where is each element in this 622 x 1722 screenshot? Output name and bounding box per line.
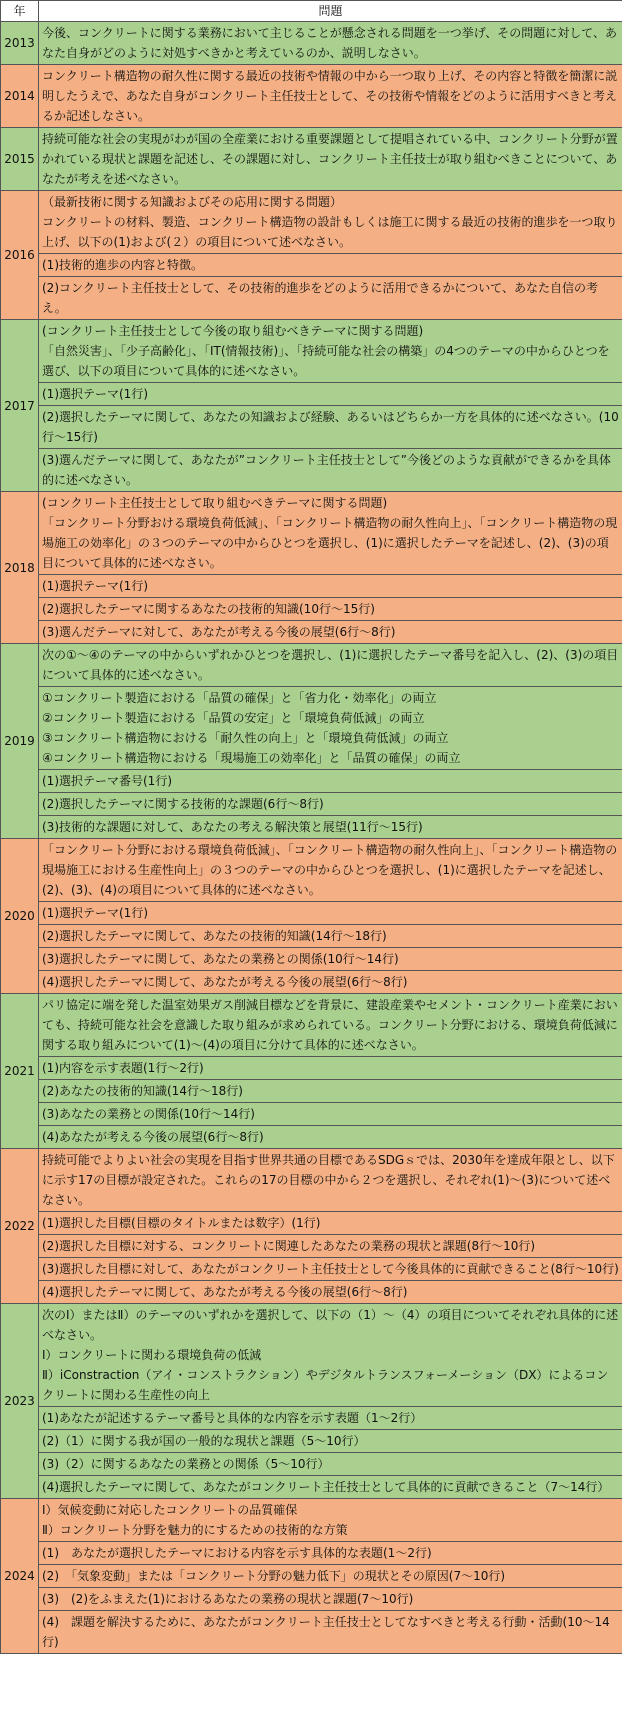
question-item-cell: (1)選択テーマ(1行) [39, 383, 622, 406]
table-row [1, 687, 622, 770]
question-item-cell: (3)選択したテーマに関して、あなたの業務との関係(10行～14行) [39, 948, 622, 971]
table-row [1, 839, 622, 902]
question-column-header: 問題 [39, 1, 622, 22]
question-item-cell: (1)選択した目標(目標のタイトルまたは数字）(1行) [39, 1212, 622, 1235]
table-row [1, 902, 622, 925]
question-item-cell: (4)選択したテーマに関して、あなたがコンクリート主任技士として具体的に貢献できること（7～14行） [39, 1476, 622, 1499]
question-text-cell: 次のⅠ）またはⅡ）のテーマのいずれかを選択して、以下の（1）～（4）の項目についてそれぞれ具体的に述べなさい。 Ⅰ）コンクリートに関わる環境負荷の低減 Ⅱ）iConstraction（アイ・コンストラクション）やデジタルトランスフォーメーション（DX）によるコンクリートに関わる生産性の向上 [39, 1304, 622, 1407]
question-item-cell: (4) 課題を解決するために、あなたがコンクリート主任技士としてなすべきと考える行動・活動(10～14行) [39, 1611, 622, 1654]
question-item-cell: (3)あなたの業務との関係(10行～14行) [39, 1103, 622, 1126]
table-row [1, 644, 622, 687]
table-row [1, 816, 622, 839]
year-cell: 2020 [1, 839, 39, 994]
table-row [1, 128, 622, 191]
table-row [1, 1103, 622, 1126]
question-item-cell: (1)技術的進歩の内容と特徴。 [39, 254, 622, 277]
table-row [1, 1542, 622, 1565]
table-row [1, 492, 622, 575]
year-cell: 2017 [1, 320, 39, 492]
question-item-cell: (2)選択したテーマに関して、あなたの知識および経験、あるいはどちらか一方を具体的に述べなさい。(10行～15行) [39, 406, 622, 449]
question-text-cell: コンクリート構造物の耐久性に関する最近の技術や情報の中から一つ取り上げ、その内容と特徴を簡潔に説明したうえで、あなた自身がコンクリート主任技士として、その技術や情報をどのように活用すべきと考えるか記述しなさい。 [39, 65, 622, 128]
table-row [1, 948, 622, 971]
year-cell: 2023 [1, 1304, 39, 1499]
question-item-cell: (2)選択したテーマに関するあなたの技術的知識(10行～15行) [39, 598, 622, 621]
question-item-cell: (4)選択したテーマに関して、あなたが考える今後の展望(6行～8行) [39, 971, 622, 994]
table-row [1, 1258, 622, 1281]
question-item-cell: (1) あなたが選択したテーマにおける内容を示す具体的な表題(1～2行) [39, 1542, 622, 1565]
year-cell: 2022 [1, 1149, 39, 1304]
table-row [1, 1235, 622, 1258]
year-cell: 2024 [1, 1499, 39, 1654]
table-row [1, 1476, 622, 1499]
table-row [1, 277, 622, 320]
question-item-cell: (3)選択した目標に対して、あなたがコンクリート主任技士として今後具体的に貢献できること(8行～10行) [39, 1258, 622, 1281]
table-row [1, 770, 622, 793]
table-row [1, 575, 622, 598]
question-text-cell: （最新技術に関する知識およびその応用に関する問題） コンクリートの材料、製造、コンクリート構造物の設計もしくは施工に関する最近の技術的進歩を一つ取り上げ、以下の(1)および(２）の項目について述べなさい。 [39, 191, 622, 254]
table-row [1, 925, 622, 948]
table-row [1, 1212, 622, 1235]
question-item-cell: (2)選択したテーマに関して、あなたの技術的知識(14行～18行) [39, 925, 622, 948]
question-item-cell: (3)（2）に関するあなたの業務との関係（5～10行） [39, 1453, 622, 1476]
table-row [1, 1611, 622, 1654]
question-item-cell: (2)（1）に関する我が国の一般的な現状と課題（5～10行） [39, 1430, 622, 1453]
year-cell: 2021 [1, 994, 39, 1149]
question-text-cell: Ⅰ）気候変動に対応したコンクリートの品質確保 Ⅱ）コンクリート分野を魅力的にするための技術的な方策 [39, 1499, 622, 1542]
question-item-cell: (2)選択した目標に対する、コンクリートに関連したあなたの業務の現状と課題(8行～10行) [39, 1235, 622, 1258]
table-row [1, 1080, 622, 1103]
table-row [1, 1057, 622, 1080]
table-row [1, 1126, 622, 1149]
question-item-cell: (1)選択テーマ(1行) [39, 902, 622, 925]
question-item-cell: (1)あなたが記述するテーマ番号と具体的な内容を示す表題（1～2行） [39, 1407, 622, 1430]
question-item-cell: (4)選択したテーマに関して、あなたが考える今後の展望(6行～8行) [39, 1281, 622, 1304]
question-text-cell: 「コンクリート分野における環境負荷低減」、「コンクリート構造物の耐久性向上」、「コンクリート構造物の現場施工における生産性向上」の３つのテーマの中からひとつを選択し、(1)に選択したテーマを記述し、(2)、(3)、(4)の項目について具体的に述べなさい。 [39, 839, 622, 902]
table-row [1, 1304, 622, 1407]
question-text-cell: 持続可能でよりよい社会の実現を目指す世界共通の目標であるSDGｓでは、2030年を達成年限とし、以下に示す17の目標が設定された。これらの17の目標の中から２つを選択し、それぞれ(1)～(3)について述べなさい。 [39, 1149, 622, 1212]
question-item-cell: (1)選択テーマ番号(1行) [39, 770, 622, 793]
table-row [1, 406, 622, 449]
question-item-cell: ①コンクリート製造における「品質の確保」と「省力化・効率化」の両立 ②コンクリート製造における「品質の安定」と「環境負荷低減」の両立 ③コンクリート構造物における「耐久性の向上」と「環境負荷低減」の両立 ④コンクリート構造物における「現場施工の効率化」と「品質の確保」の両立 [39, 687, 622, 770]
year-cell: 2014 [1, 65, 39, 128]
table-row [1, 971, 622, 994]
table-row [1, 1453, 622, 1476]
year-column-header: 年 [1, 1, 39, 22]
table-row [1, 449, 622, 492]
question-text-cell: 今後、コンクリートに関する業務において主じることが懸念される問題を一つ挙げ、その問題に対して、あなた自身がどのように対処すべきかと考えているのか、説明しなさい。 [39, 22, 622, 65]
question-item-cell: (2) 「気象変動」または「コンクリート分野の魅力低下」の現状とその原因(7～10行) [39, 1565, 622, 1588]
table-row [1, 1499, 622, 1542]
table-row [1, 621, 622, 644]
question-item-cell: (3)選んだテーマに関して、あなたが”コンクリート主任技士として”今後どのような貢献ができるかを具体的に述べなさい。 [39, 449, 622, 492]
table-row [1, 994, 622, 1057]
question-item-cell: (4)あなたが考える今後の展望(6行～8行) [39, 1126, 622, 1149]
year-cell: 2013 [1, 22, 39, 65]
question-item-cell: (3)技術的な課題に対して、あなたの考える解決策と展望(11行～15行) [39, 816, 622, 839]
table-row [1, 65, 622, 128]
table-row [1, 1565, 622, 1588]
table-row [1, 1149, 622, 1212]
question-item-cell: (2)あなたの技術的知識(14行～18行) [39, 1080, 622, 1103]
table-row [1, 598, 622, 621]
table-row [1, 191, 622, 254]
table-row [1, 1281, 622, 1304]
year-cell: 2018 [1, 492, 39, 644]
question-text-cell: 次の①～④のテーマの中からいずれかひとつを選択し、(1)に選択したテーマ番号を記入し、(2)、(3)の項目について具体的に述べなさい。 [39, 644, 622, 687]
year-cell: 2019 [1, 644, 39, 839]
year-cell: 2015 [1, 128, 39, 191]
question-item-cell: (1)内容を示す表題(1行～2行) [39, 1057, 622, 1080]
question-item-cell: (1)選択テーマ(1行) [39, 575, 622, 598]
question-text-cell: (コンクリート主任技士として取り組むべきテーマに関する問題) 「コンクリート分野おける環境負荷低減」、「コンクリート構造物の耐久性向上」、「コンクリート構造物の現場施工の効率化」の３つのテーマの中からひとつを選択し、(1)に選択したテーマを記述し、(2)、(3)の項目について具体的に述べなさい。 [39, 492, 622, 575]
question-item-cell: (3)選んだテーマに対して、あなたが考える今後の展望(6行～8行) [39, 621, 622, 644]
table-row [1, 320, 622, 383]
question-item-cell: (3) (2)をふまえた(1)におけるあなたの業務の現状と課題(7～10行) [39, 1588, 622, 1611]
question-item-cell: (2)選択したテーマに関する技術的な課題(6行～8行) [39, 793, 622, 816]
table-row [1, 1407, 622, 1430]
table-body [1, 22, 622, 1654]
question-item-cell: (2)コンクリート主任技士として、その技術的進歩をどのように活用できるかについて、あなた自信の考え。 [39, 277, 622, 320]
table-row [1, 1588, 622, 1611]
table-row [1, 22, 622, 65]
year-cell: 2016 [1, 191, 39, 320]
table-row [1, 793, 622, 816]
table-row [1, 1430, 622, 1453]
question-text-cell: (コンクリート主任技士として今後の取り組むべきテーマに関する問題) 「自然災害」、「少子高齢化」、「IT(情報技術)」、「持続可能な社会の構築」の4つのテーマの中からひとつを選び、以下の項目について具体的に述べなさい。 [39, 320, 622, 383]
question-text-cell: パリ協定に端を発した温室効果ガス削減目標などを背景に、建設産業やセメント・コンクリート産業においても、持続可能な社会を意識した取り組みが求められている。コンクリート分野における、環境負荷低減に関する取り組みについて(1)～(4)の項目に分けて具体的に述べなさい。 [39, 994, 622, 1057]
table-row [1, 383, 622, 406]
table-row [1, 254, 622, 277]
header-row [1, 1, 622, 22]
question-text-cell: 持続可能な社会の実現がわが国の全産業における重要課題として提唱されている中、コンクリート分野が置かれている現状と課題を記述し、その課題に対し、コンクリート主任技士が取り組むべきことについて、あなたが考えを述べなさい。 [39, 128, 622, 191]
